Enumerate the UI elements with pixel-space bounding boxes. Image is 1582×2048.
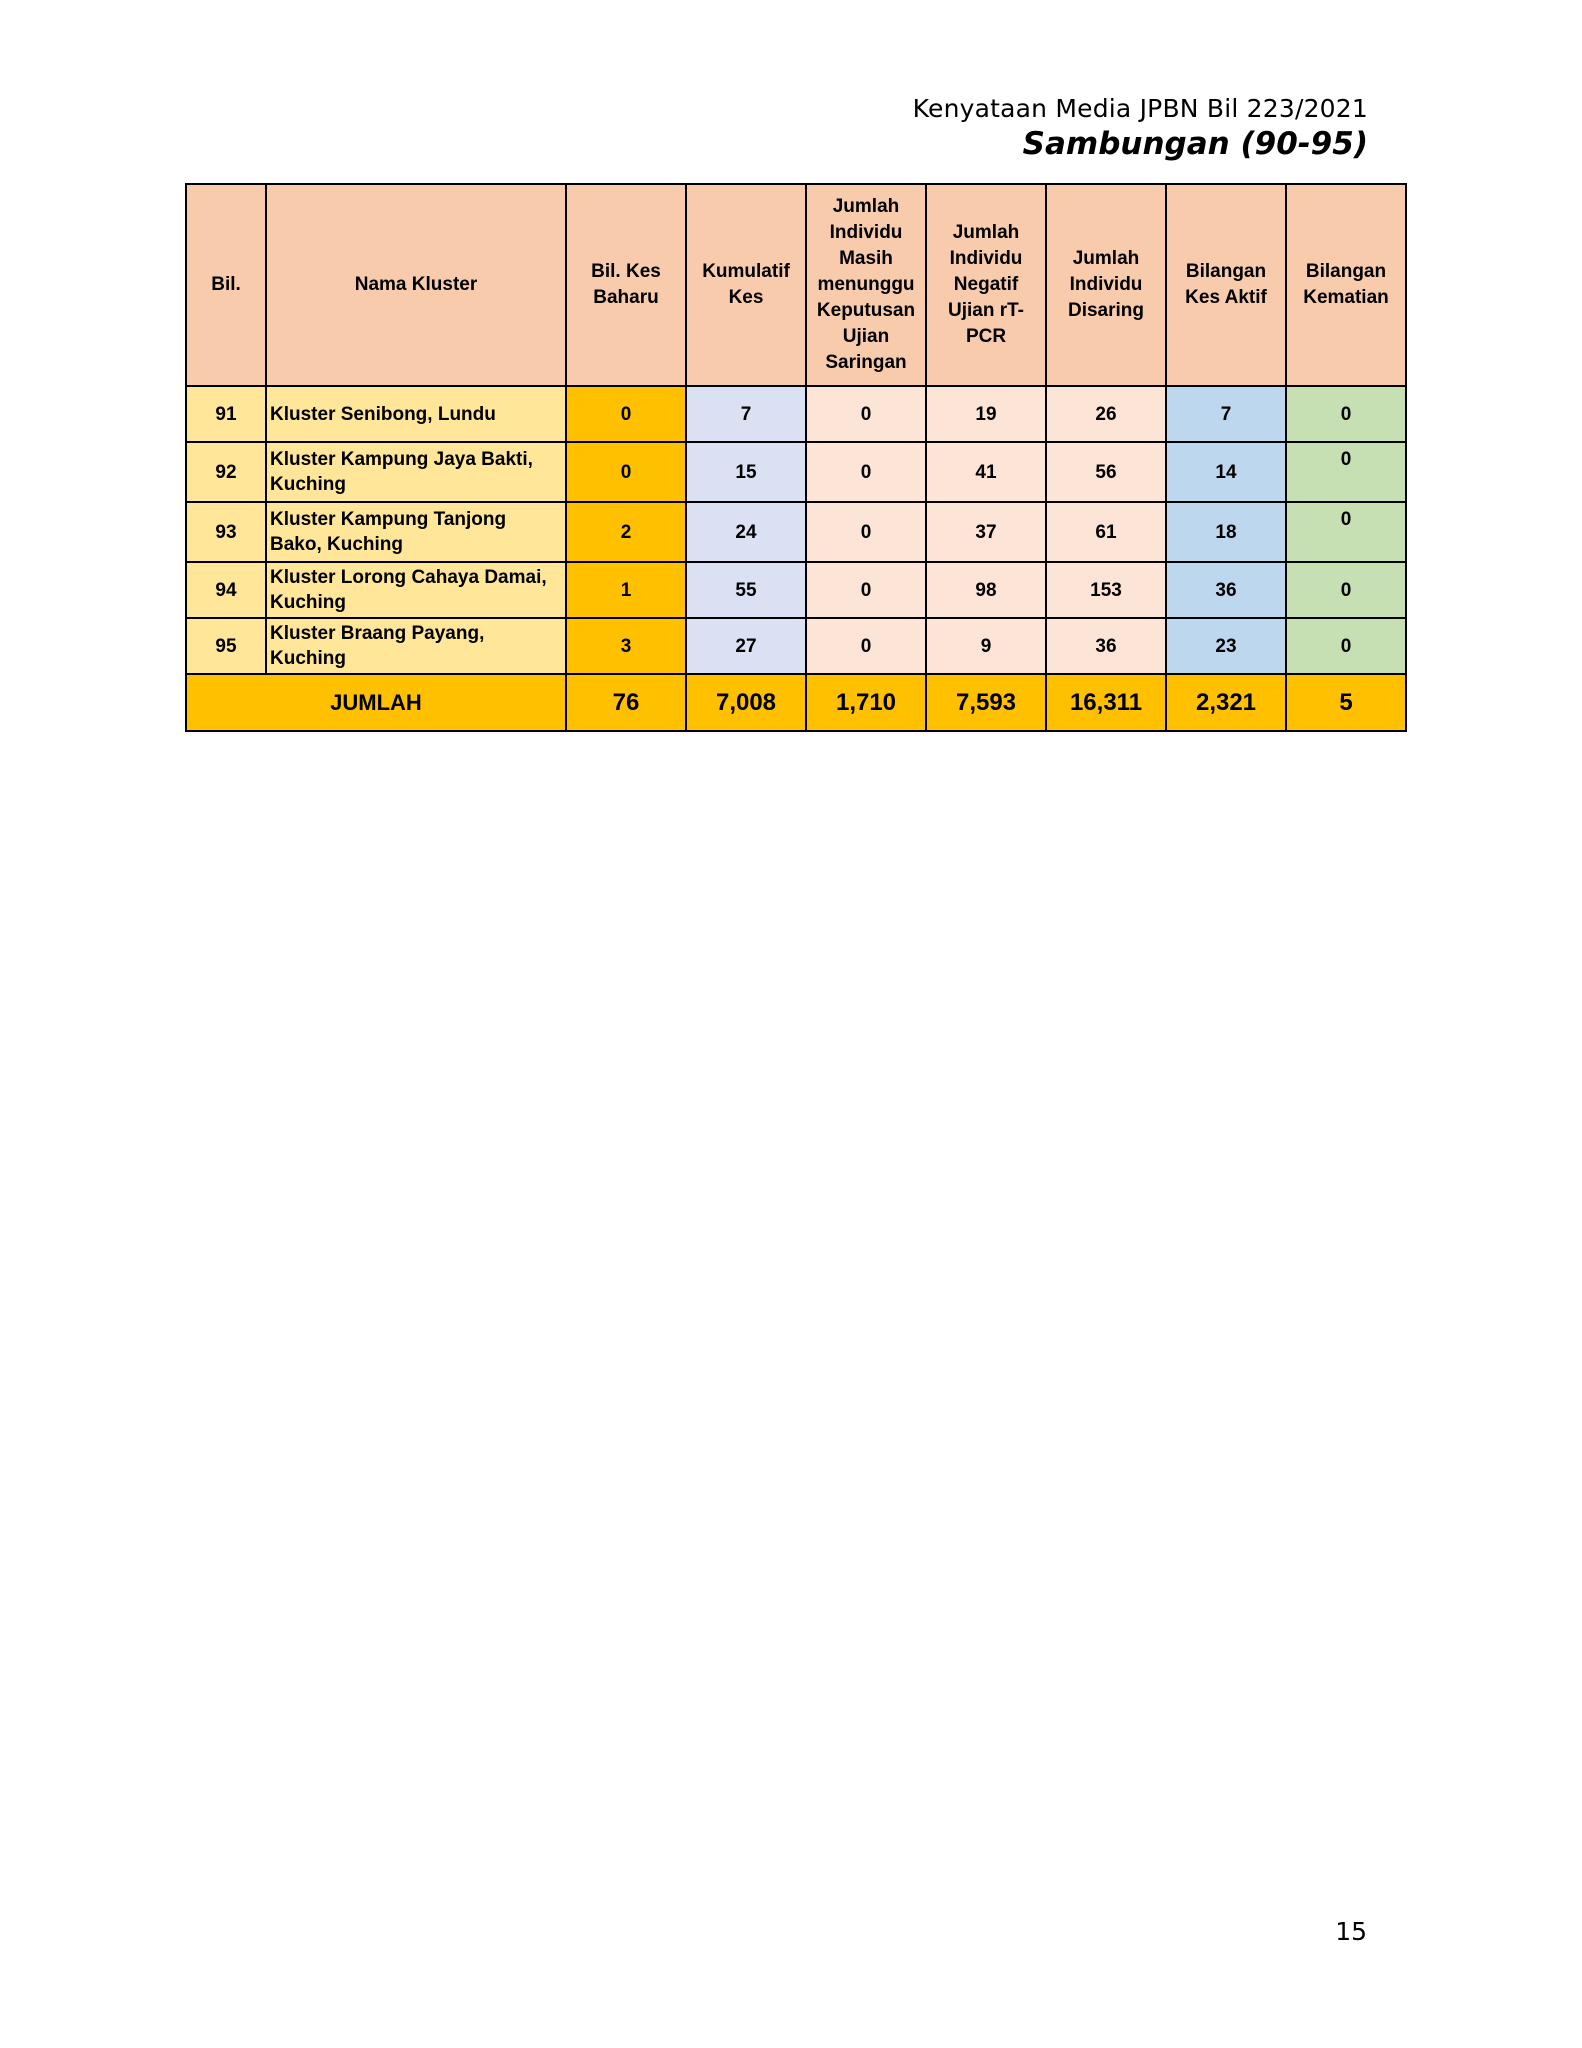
cell-kematian: 0 [1286, 618, 1406, 674]
cell-kes-aktif: 14 [1166, 442, 1286, 502]
document-subtitle: Sambungan (90-95) [1022, 126, 1368, 162]
cell-nama-kluster: Kluster Braang Payang, Kuching [266, 618, 566, 674]
cell-nama-kluster: Kluster Kampung Jaya Bakti, Kuching [266, 442, 566, 502]
cell-kumulatif: 55 [686, 562, 806, 618]
total-disaring: 16,311 [1046, 674, 1166, 731]
cell-kes-baharu: 0 [566, 386, 686, 442]
cell-menunggu: 0 [806, 562, 926, 618]
cell-kematian: 0 [1286, 386, 1406, 442]
cell-kes-aktif: 18 [1166, 502, 1286, 562]
total-menunggu: 1,710 [806, 674, 926, 731]
cell-kes-aktif: 23 [1166, 618, 1286, 674]
cell-disaring: 36 [1046, 618, 1166, 674]
cell-disaring: 26 [1046, 386, 1166, 442]
cell-kes-baharu: 3 [566, 618, 686, 674]
header-kes-baharu: Bil. Kes Baharu [566, 184, 686, 386]
header-kes-aktif: Bilangan Kes Aktif [1166, 184, 1286, 386]
cell-negatif: 98 [926, 562, 1046, 618]
cell-menunggu: 0 [806, 618, 926, 674]
table-row [186, 386, 1406, 442]
total-negatif: 7,593 [926, 674, 1046, 731]
cell-kumulatif: 24 [686, 502, 806, 562]
cell-kematian: 0 [1286, 562, 1406, 618]
total-kematian: 5 [1286, 674, 1406, 731]
table-header-row [186, 184, 1406, 386]
cell-kumulatif: 27 [686, 618, 806, 674]
total-kes-baharu: 76 [566, 674, 686, 731]
header-negatif-rtpcr: Jumlah Individu Negatif Ujian rT-PCR [926, 184, 1046, 386]
header-menunggu-keputusan: Jumlah Individu Masih menunggu Keputusan Ujian Saringan [806, 184, 926, 386]
cell-menunggu: 0 [806, 386, 926, 442]
cell-kes-baharu: 1 [566, 562, 686, 618]
cell-disaring: 56 [1046, 442, 1166, 502]
cell-nama-kluster: Kluster Senibong, Lundu [266, 386, 566, 442]
cell-kes-baharu: 0 [566, 442, 686, 502]
header-nama-kluster: Nama Kluster [266, 184, 566, 386]
cell-kumulatif: 7 [686, 386, 806, 442]
page-number: 15 [1335, 1917, 1367, 1946]
header-disaring: Jumlah Individu Disaring [1046, 184, 1166, 386]
cell-bil: 95 [186, 618, 266, 674]
cell-kes-baharu: 2 [566, 502, 686, 562]
cell-kumulatif: 15 [686, 442, 806, 502]
cell-kes-aktif: 7 [1166, 386, 1286, 442]
cluster-table [185, 183, 1407, 732]
cell-negatif: 41 [926, 442, 1046, 502]
cell-menunggu: 0 [806, 502, 926, 562]
table-row [186, 562, 1406, 618]
document-reference: Kenyataan Media JPBN Bil 223/2021 [912, 94, 1368, 123]
table-row [186, 502, 1406, 562]
total-row [186, 674, 1406, 731]
total-kes-aktif: 2,321 [1166, 674, 1286, 731]
cell-kes-aktif: 36 [1166, 562, 1286, 618]
header-kumulatif-kes: Kumulatif Kes [686, 184, 806, 386]
cell-negatif: 37 [926, 502, 1046, 562]
cell-disaring: 61 [1046, 502, 1166, 562]
cell-negatif: 19 [926, 386, 1046, 442]
cell-disaring: 153 [1046, 562, 1166, 618]
total-kumulatif: 7,008 [686, 674, 806, 731]
header-bil: Bil. [186, 184, 266, 386]
total-label: JUMLAH [186, 674, 566, 731]
table-row [186, 442, 1406, 502]
cell-bil: 91 [186, 386, 266, 442]
cell-kematian: 0 [1286, 442, 1406, 502]
cell-bil: 92 [186, 442, 266, 502]
cell-nama-kluster: Kluster Lorong Cahaya Damai, Kuching [266, 562, 566, 618]
table-row [186, 618, 1406, 674]
cell-bil: 93 [186, 502, 266, 562]
cell-negatif: 9 [926, 618, 1046, 674]
header-kematian: Bilangan Kematian [1286, 184, 1406, 386]
cell-nama-kluster: Kluster Kampung Tanjong Bako, Kuching [266, 502, 566, 562]
cell-kematian: 0 [1286, 502, 1406, 562]
cell-bil: 94 [186, 562, 266, 618]
cell-menunggu: 0 [806, 442, 926, 502]
